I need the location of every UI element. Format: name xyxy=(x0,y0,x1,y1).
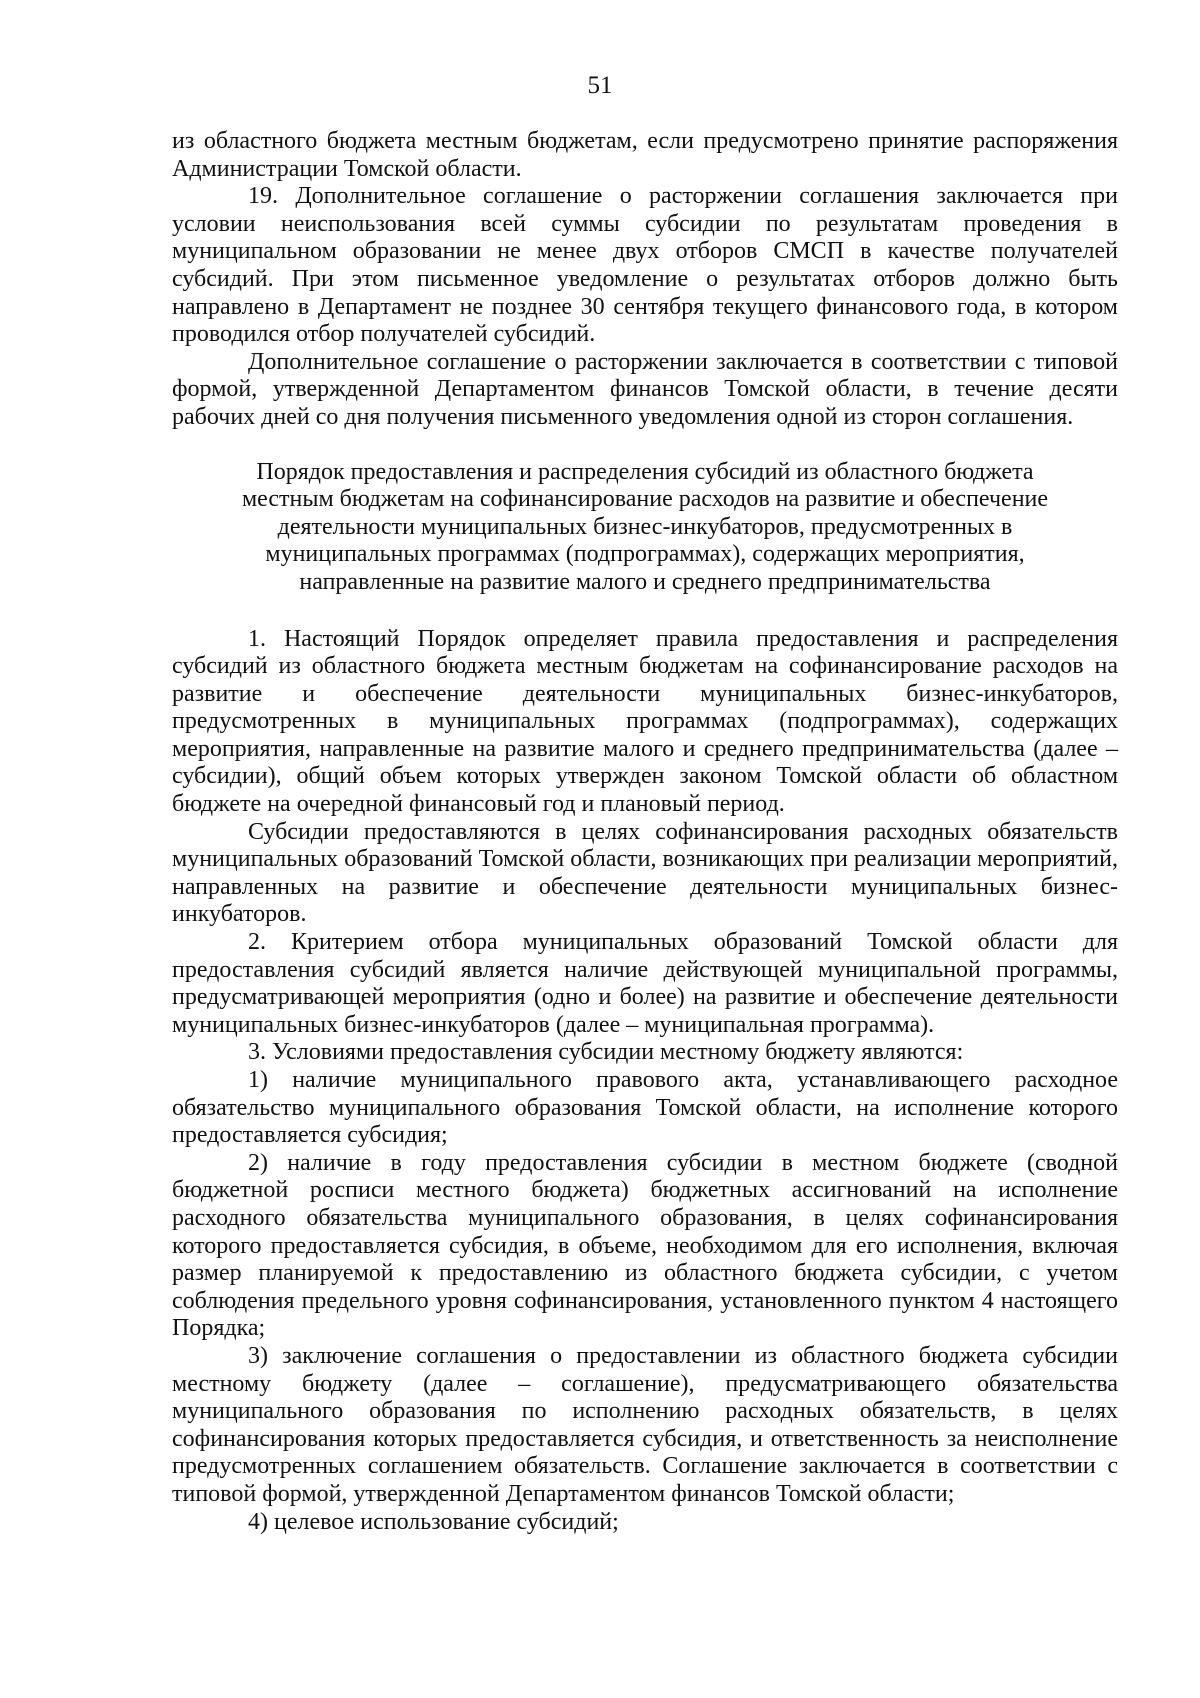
paragraph-subsidies-purpose: Субсидии предоставляются в целях софинансирования расходных обязательств муниципальных образований Томской области, возникающих при реализации мероприятий, направленных на развитие и обеспечение деятельности муниципальных бизнес-инкубаторов. xyxy=(172,818,1118,928)
paragraph-item-19: 19. Дополнительное соглашение о расторжении соглашения заключается при условии неиспользования всей суммы субсидии по результатам проведения в муниципальном образовании не менее двух отборов СМСП в качестве получателей субсидий. При этом письменное уведомление о результатах отборов должно быть направлено в Департамент не позднее 30 сентября текущего финансового года, в котором проводился отбор получателей субсидий. xyxy=(172,183,1118,348)
paragraph-item-3: 3. Условиями предоставления субсидии местному бюджету являются: xyxy=(248,1039,964,1066)
document-body xyxy=(172,128,1118,1536)
section-title: Порядок предоставления и распределения субсидий из областного бюджета местным бюджетам на софинансирование расходов на развитие и обеспечение деятельности муниципальных бизнес-инкубаторов, предусмотренных в муниципальных программах (подпрограммах), содержащих мероприятия, направленные на развитие малого и среднего предпринимательства xyxy=(241,458,1049,595)
paragraph-condition-4: 4) целевое использование субсидий; xyxy=(248,1508,619,1535)
paragraph-condition-1: 1) наличие муниципального правового акта, устанавливающего расходное обязательство муниципального образования Томской области, на исполнение которого предоставляется субсидия; xyxy=(172,1067,1118,1149)
spacer xyxy=(172,597,1118,626)
spacer xyxy=(172,432,1118,459)
paragraph-item-1: 1. Настоящий Порядок определяет правила предоставления и распределения субсидий из областного бюджета местным бюджетам на софинансирование расходов на развитие и обеспечение деятельности муниципальных бизнес-инкубаторов, предусмотренных в муниципальных программах (подпрограммах), содержащих мероприятия, направленные на развитие малого и среднего предпринимательства (далее – субсидии), общий объем которых утвержден законом Томской области об областном бюджете на очередной финансовый год и плановый период. xyxy=(172,625,1118,818)
paragraph-additional-agreement: Дополнительное соглашение о расторжении заключается в соответствии с типовой формой, утвержденной Департаментом финансов Томской области, в течение десяти рабочих дней со дня получения письменного уведомления одной из сторон соглашения. xyxy=(172,348,1118,430)
paragraph-item-2: 2. Критерием отбора муниципальных образований Томской области для предоставления субсидий является наличие действующей муниципальной программы, предусматривающей мероприятия (одно и более) на развитие и обеспечение деятельности муниципальных бизнес-инкубаторов (далее – муниципальная программа). xyxy=(172,929,1118,1038)
paragraph-continuation: из областного бюджета местным бюджетам, если предусмотрено принятие распоряжения Администрации Томской области. xyxy=(172,128,1118,182)
paragraph-condition-3: 3) заключение соглашения о предоставлении из областного бюджета субсидии местному бюджету (далее – соглашение), предусматривающего обязательства муниципального образования по исполнению расходных обязательств, в целях софинансирования которых предоставляется субсидия, и ответственность за неисполнение предусмотренных соглашением обязательств. Соглашение заключается в соответствии с типовой формой, утвержденной Департаментом финансов Томской области; xyxy=(172,1342,1118,1507)
paragraph-condition-2: 2) наличие в году предоставления субсидии в местном бюджете (сводной бюджетной росписи местного бюджета) бюджетных ассигнований на исполнение расходного обязательства муниципального образования, в целях софинансирования которого предоставляется субсидия, в объеме, необходимом для его исполнения, включая размер планируемой к предоставлению из областного бюджета субсидии, с учетом соблюдения предельного уровня софинансирования, установленного пунктом 4 настоящего Порядка; xyxy=(172,1149,1118,1342)
page-number: 51 xyxy=(587,72,613,99)
